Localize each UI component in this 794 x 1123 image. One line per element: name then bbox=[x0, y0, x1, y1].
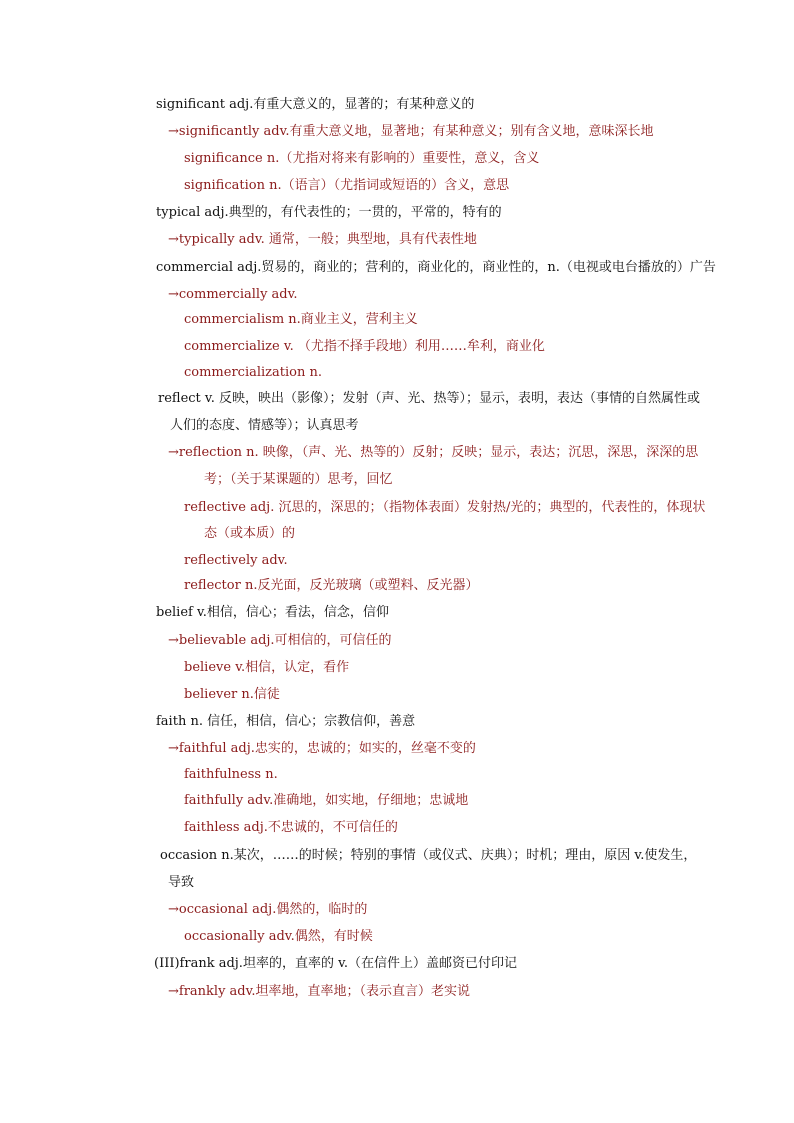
derived-reflectively: reflectively adv. bbox=[184, 553, 288, 568]
derived-frankly: →frankly adv.坦率地，直率地；（表示直言）老实说 bbox=[168, 984, 471, 999]
entry-reflect: reflect v. 反映，映出（影像）；发射（声、光、热等）；显示，表明，表达（事情的自然属性或 bbox=[158, 391, 700, 406]
derived-faithful: →faithful adj.忠实的，忠诚的；如实的，丝毫不变的 bbox=[168, 741, 476, 756]
derived-commercially: →commercially adv. bbox=[168, 287, 298, 302]
derived-faithfully: faithfully adv.准确地，如实地，仔细地；忠诚地 bbox=[184, 793, 469, 808]
entry-commercial: commercial adj.贸易的，商业的；营利的，商业化的，商业性的，n.（电视或电台播放的）广告 bbox=[156, 260, 716, 275]
derived-believe: believe v.相信，认定，看作 bbox=[184, 660, 350, 675]
derived-believer: believer n.信徒 bbox=[184, 687, 280, 702]
entry-faith: faith n. 信任，相信，信心；宗教信仰，善意 bbox=[156, 714, 416, 729]
entry-belief: belief v.相信，信心；看法，信念，信仰 bbox=[156, 605, 389, 620]
entry-occasion: occasion n.某次，……的时候；特别的事情（或仪式、庆典）；时机；理由，原因 v.使发生， bbox=[160, 848, 697, 863]
entry-occasion-cont: 导致 bbox=[168, 875, 195, 890]
derived-reflection: →reflection n. 映像，（声、光、热等的）反射；反映；显示，表达；沉思，深思，深深的思 bbox=[168, 445, 699, 460]
derived-believable: →believable adj.可相信的，可信任的 bbox=[168, 633, 392, 648]
derived-commercialization: commercialization n. bbox=[184, 365, 322, 380]
entry-frank: (III)frank adj.坦率的，直率的 v.（在信件上）盖邮资已付印记 bbox=[154, 956, 518, 971]
derived-reflector: reflector n.反光面，反光玻璃（或塑料、反光器） bbox=[184, 578, 479, 593]
derived-reflection-cont: 考；（关于某课题的）思考，回忆 bbox=[204, 472, 393, 487]
entry-typical: typical adj.典型的，有代表性的；一贯的，平常的，特有的 bbox=[156, 205, 502, 220]
entry-reflect-cont: 人们的态度、情感等）；认真思考 bbox=[170, 418, 359, 433]
derived-significantly: →significantly adv.有重大意义地，显著地；有某种意义；别有含义地，意味深长地 bbox=[168, 124, 654, 139]
derived-reflective-cont: 态（或本质）的 bbox=[204, 526, 296, 541]
derived-typically: →typically adv. 通常，一般；典型地，具有代表性地 bbox=[168, 232, 477, 247]
derived-occasionally: occasionally adv.偶然，有时候 bbox=[184, 929, 373, 944]
derived-occasional: →occasional adj.偶然的，临时的 bbox=[168, 902, 368, 917]
derived-commercialize: commercialize v. （尤指不择手段地）利用……牟利，商业化 bbox=[184, 339, 545, 354]
derived-faithfulness: faithfulness n. bbox=[184, 767, 278, 782]
entry-significant: significant adj.有重大意义的，显著的；有某种意义的 bbox=[156, 97, 475, 112]
derived-commercialism: commercialism n.商业主义，营利主义 bbox=[184, 312, 418, 327]
derived-signification: signification n.（语言）（尤指词或短语的）含义，意思 bbox=[184, 178, 510, 193]
derived-reflective: reflective adj. 沉思的，深思的；（指物体表面）发射热/光的；典型的，代表性的，体现状 bbox=[184, 500, 706, 515]
derived-significance: significance n.（尤指对将来有影响的）重要性，意义，含义 bbox=[184, 151, 540, 166]
derived-faithless: faithless adj.不忠诚的，不可信任的 bbox=[184, 820, 398, 835]
